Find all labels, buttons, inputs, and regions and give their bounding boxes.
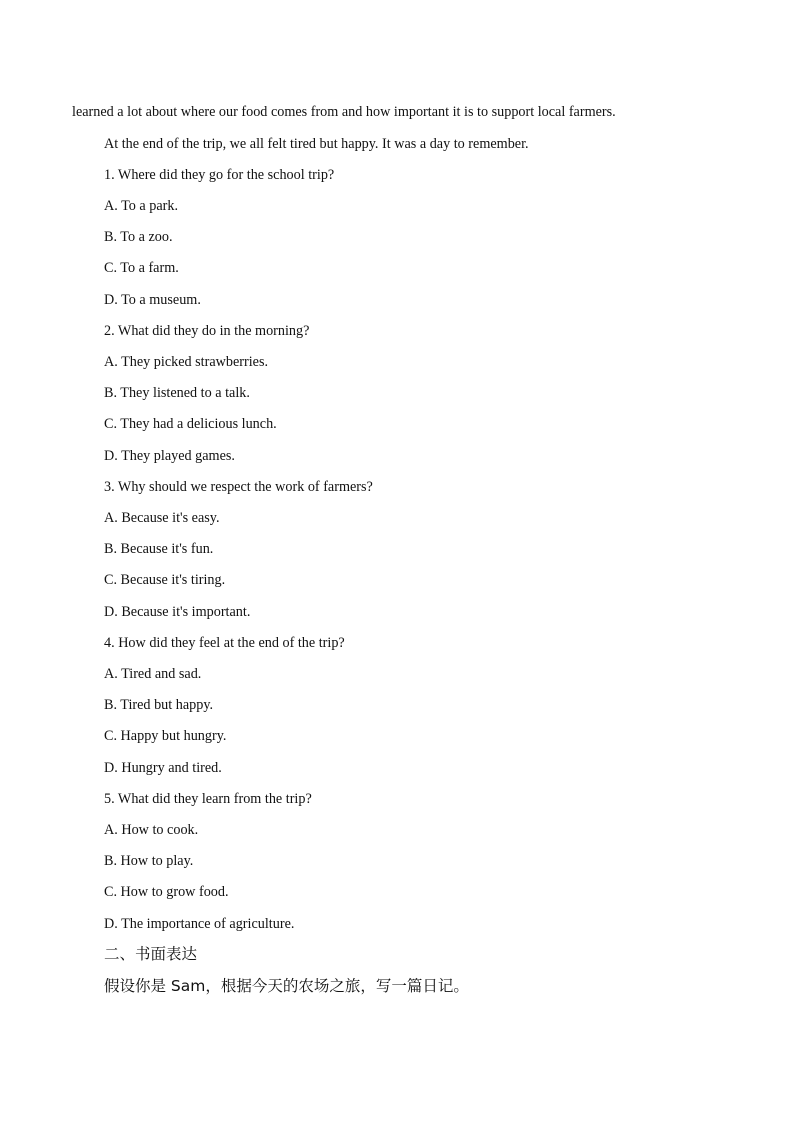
question-3-option-a: A. Because it's easy.	[104, 510, 220, 526]
question-4-option-d: D. Hungry and tired.	[104, 760, 222, 776]
question-4-option-b: B. Tired but happy.	[104, 697, 214, 713]
question-3-option-d: D. Because it's important.	[104, 604, 251, 620]
question-1-stem: 1. Where did they go for the school trip?	[104, 167, 335, 183]
question-2-option-a: A. They picked strawberries.	[104, 354, 269, 370]
writing-section-heading: 二、书面表达	[104, 945, 198, 963]
question-1-option-a: A. To a park.	[104, 198, 178, 214]
question-2-stem: 2. What did they do in the morning?	[104, 323, 310, 339]
question-5-option-a: A. How to cook.	[104, 822, 199, 838]
passage-continuation: learned a lot about where our food comes from and how important it is to support local farmers.	[72, 104, 616, 120]
question-3-option-b: B. Because it's fun.	[104, 541, 214, 557]
question-3-option-c: C. Because it's tiring.	[104, 572, 226, 588]
question-4-stem: 4. How did they feel at the end of the trip?	[104, 635, 345, 651]
question-4-option-c: C. Happy but hungry.	[104, 728, 227, 744]
question-5-option-d: D. The importance of agriculture.	[104, 916, 295, 932]
question-3-stem: 3. Why should we respect the work of farmers?	[104, 479, 373, 495]
writing-prompt: 假设你是 Sam，根据今天的农场之旅，写一篇日记。	[104, 977, 469, 995]
question-2-option-c: C. They had a delicious lunch.	[104, 416, 277, 432]
question-4-option-a: A. Tired and sad.	[104, 666, 202, 682]
question-1-option-b: B. To a zoo.	[104, 229, 173, 245]
question-1-option-d: D. To a museum.	[104, 292, 201, 308]
question-2-option-d: D. They played games.	[104, 448, 235, 464]
question-2-option-b: B. They listened to a talk.	[104, 385, 250, 401]
question-5-option-c: C. How to grow food.	[104, 884, 229, 900]
question-1-option-c: C. To a farm.	[104, 260, 179, 276]
question-5-stem: 5. What did they learn from the trip?	[104, 791, 312, 807]
question-5-option-b: B. How to play.	[104, 853, 194, 869]
passage-conclusion: At the end of the trip, we all felt tired but happy. It was a day to remember.	[104, 136, 529, 152]
